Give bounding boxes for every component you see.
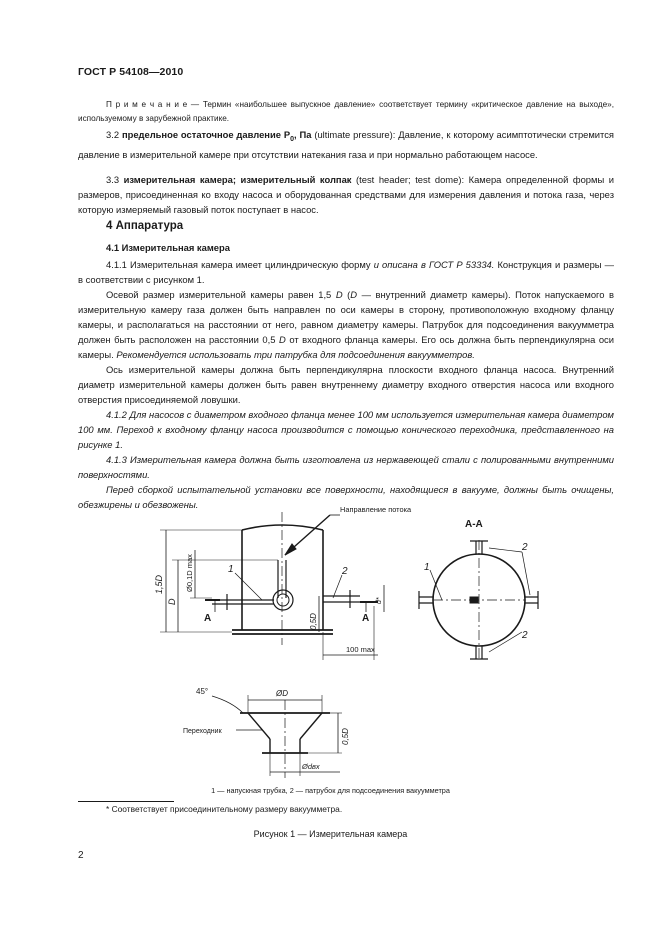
footnote-rule: [78, 801, 174, 802]
page-number: 2: [78, 850, 84, 861]
dim-d: D: [167, 598, 177, 605]
flow-direction-label: Направление потока: [340, 505, 412, 514]
dim-0-5d-adapter: 0,5D: [341, 728, 350, 745]
chamber-side-view: [160, 512, 384, 660]
paragraph-4-1-3: 4.1.3 Измерительная камера должна быть изготовлена из нержавеющей стали с полированными внутренними поверхностями.: [78, 454, 614, 480]
section-4-heading: 4 Аппаратура: [106, 220, 184, 232]
dim-d-inlet: Ødвх: [302, 762, 320, 771]
body-text: [78, 257, 614, 512]
angle-label: 45°: [196, 687, 209, 696]
dim-d-star: d*: [376, 597, 383, 604]
label-2-section-top: 2: [522, 542, 528, 553]
paragraph-assembly: Перед сборкой испытательной установки все поверхности, находящиеся в вакууме, должны быть очищены, обезжирены и обезвожены.: [78, 484, 614, 510]
paragraph-4-1-2: 4.1.2 Для насосов с диаметром входного фланца менее 100 мм используется измерительная камера диаметром 100 мм. Переход к входному фланцу насоса производится с помощью конического переходника, представленного на рисунке 1.: [78, 409, 614, 450]
subsection-4-1-heading: 4.1 Измерительная камера: [106, 242, 230, 253]
adapter-label: Переходник: [183, 728, 222, 735]
paragraph-axial-size: Осевой размер измерительной камеры равен 1,5 D (D — внутренний диаметр камеры). Поток напускаемого в измерительную камеру газа должен быть направлен по оси камеры в сторону, противоположную входному фланцу камеры, и располагаться на расстоянии от него, равном диаметру камеры. Патрубок для подсоединения вакуумметра должен быть расположен на расстоянии 0,5 D от входного фланца камеры. Его ось должна быть перпендикулярна оси камеры. Рекомендуется использовать три патрубка для подсоединения вакуумметров.: [78, 289, 614, 360]
note-text: — Термин «наибольшее выпускное давление» соответствует термину «критическое давление на выходе», используемому в зарубежной практике.: [78, 100, 614, 123]
dim-0-5d: 0,5D: [309, 613, 318, 630]
dim-0-1d-max: Ø0,1D max: [185, 554, 194, 592]
document-header: ГОСТ Р 54108—2010: [78, 66, 184, 78]
paragraph-4-1-1: 4.1.1 Измерительная камера имеет цилиндрическую форму и описана в ГОСТ Р 53334. Конструкция и размеры — в соответствии с рисунком 1.: [78, 259, 615, 285]
note-label: П р и м е ч а н и е: [106, 100, 188, 109]
cut-mark-a-right: А: [362, 613, 370, 624]
label-2-section-bottom: 2: [522, 630, 528, 641]
footnote: * Соответствует присоединительному размеру вакуумметра.: [106, 804, 343, 814]
figure-title: Рисунок 1 — Измерительная камера: [253, 829, 408, 839]
note-paragraph: [78, 98, 614, 125]
label-1-section: 1: [424, 562, 430, 573]
adapter-drawing: [212, 695, 342, 778]
term-ultimate-pressure: предельное остаточное давление P: [121, 129, 291, 140]
dim-phi-d: ØD: [276, 689, 288, 698]
label-1-side: 1: [228, 564, 234, 575]
dim-100-max: 100 max: [346, 645, 375, 654]
section-a-a-view: [419, 540, 538, 660]
cut-mark-a-left: А: [204, 613, 212, 624]
section-label: А-А: [465, 519, 483, 530]
paragraph-axis: Ось измерительной камеры должна быть перпендикулярна плоскости входного фланца насоса. Внутренний диаметр измерительной камеры должен быть равен внутреннему диаметру входного отверстия насоса или входного отверстия присоединяемой ловушки.: [78, 364, 614, 405]
label-2-side: 2: [342, 566, 348, 577]
figure-legend: 1 — напускная трубка, 2 — патрубок для подсоединения вакуумметра: [211, 786, 450, 795]
definition-3-2: 3.2 предельное остаточное давление $P_0$, Па (ultimate pressure): Давление, к которому асимптотически стремится давление в измерительной камере при отсутствии натекания газа и при нормально работающем насосе.: [78, 129, 615, 160]
definition-3-3: 3.3 измерительная камера; измерительный колпак (test header; test dome): Камера определенной формы и размеров, присоединенная ко входу насоса и оборудованная средствами для измерения давления и потока газа, через которую измеряемый газовый поток поступает в насос.: [78, 174, 614, 215]
dim-1-5d: 1,5D: [154, 574, 164, 594]
term-test-header: измерительная камера; измерительный колпак: [123, 174, 352, 185]
